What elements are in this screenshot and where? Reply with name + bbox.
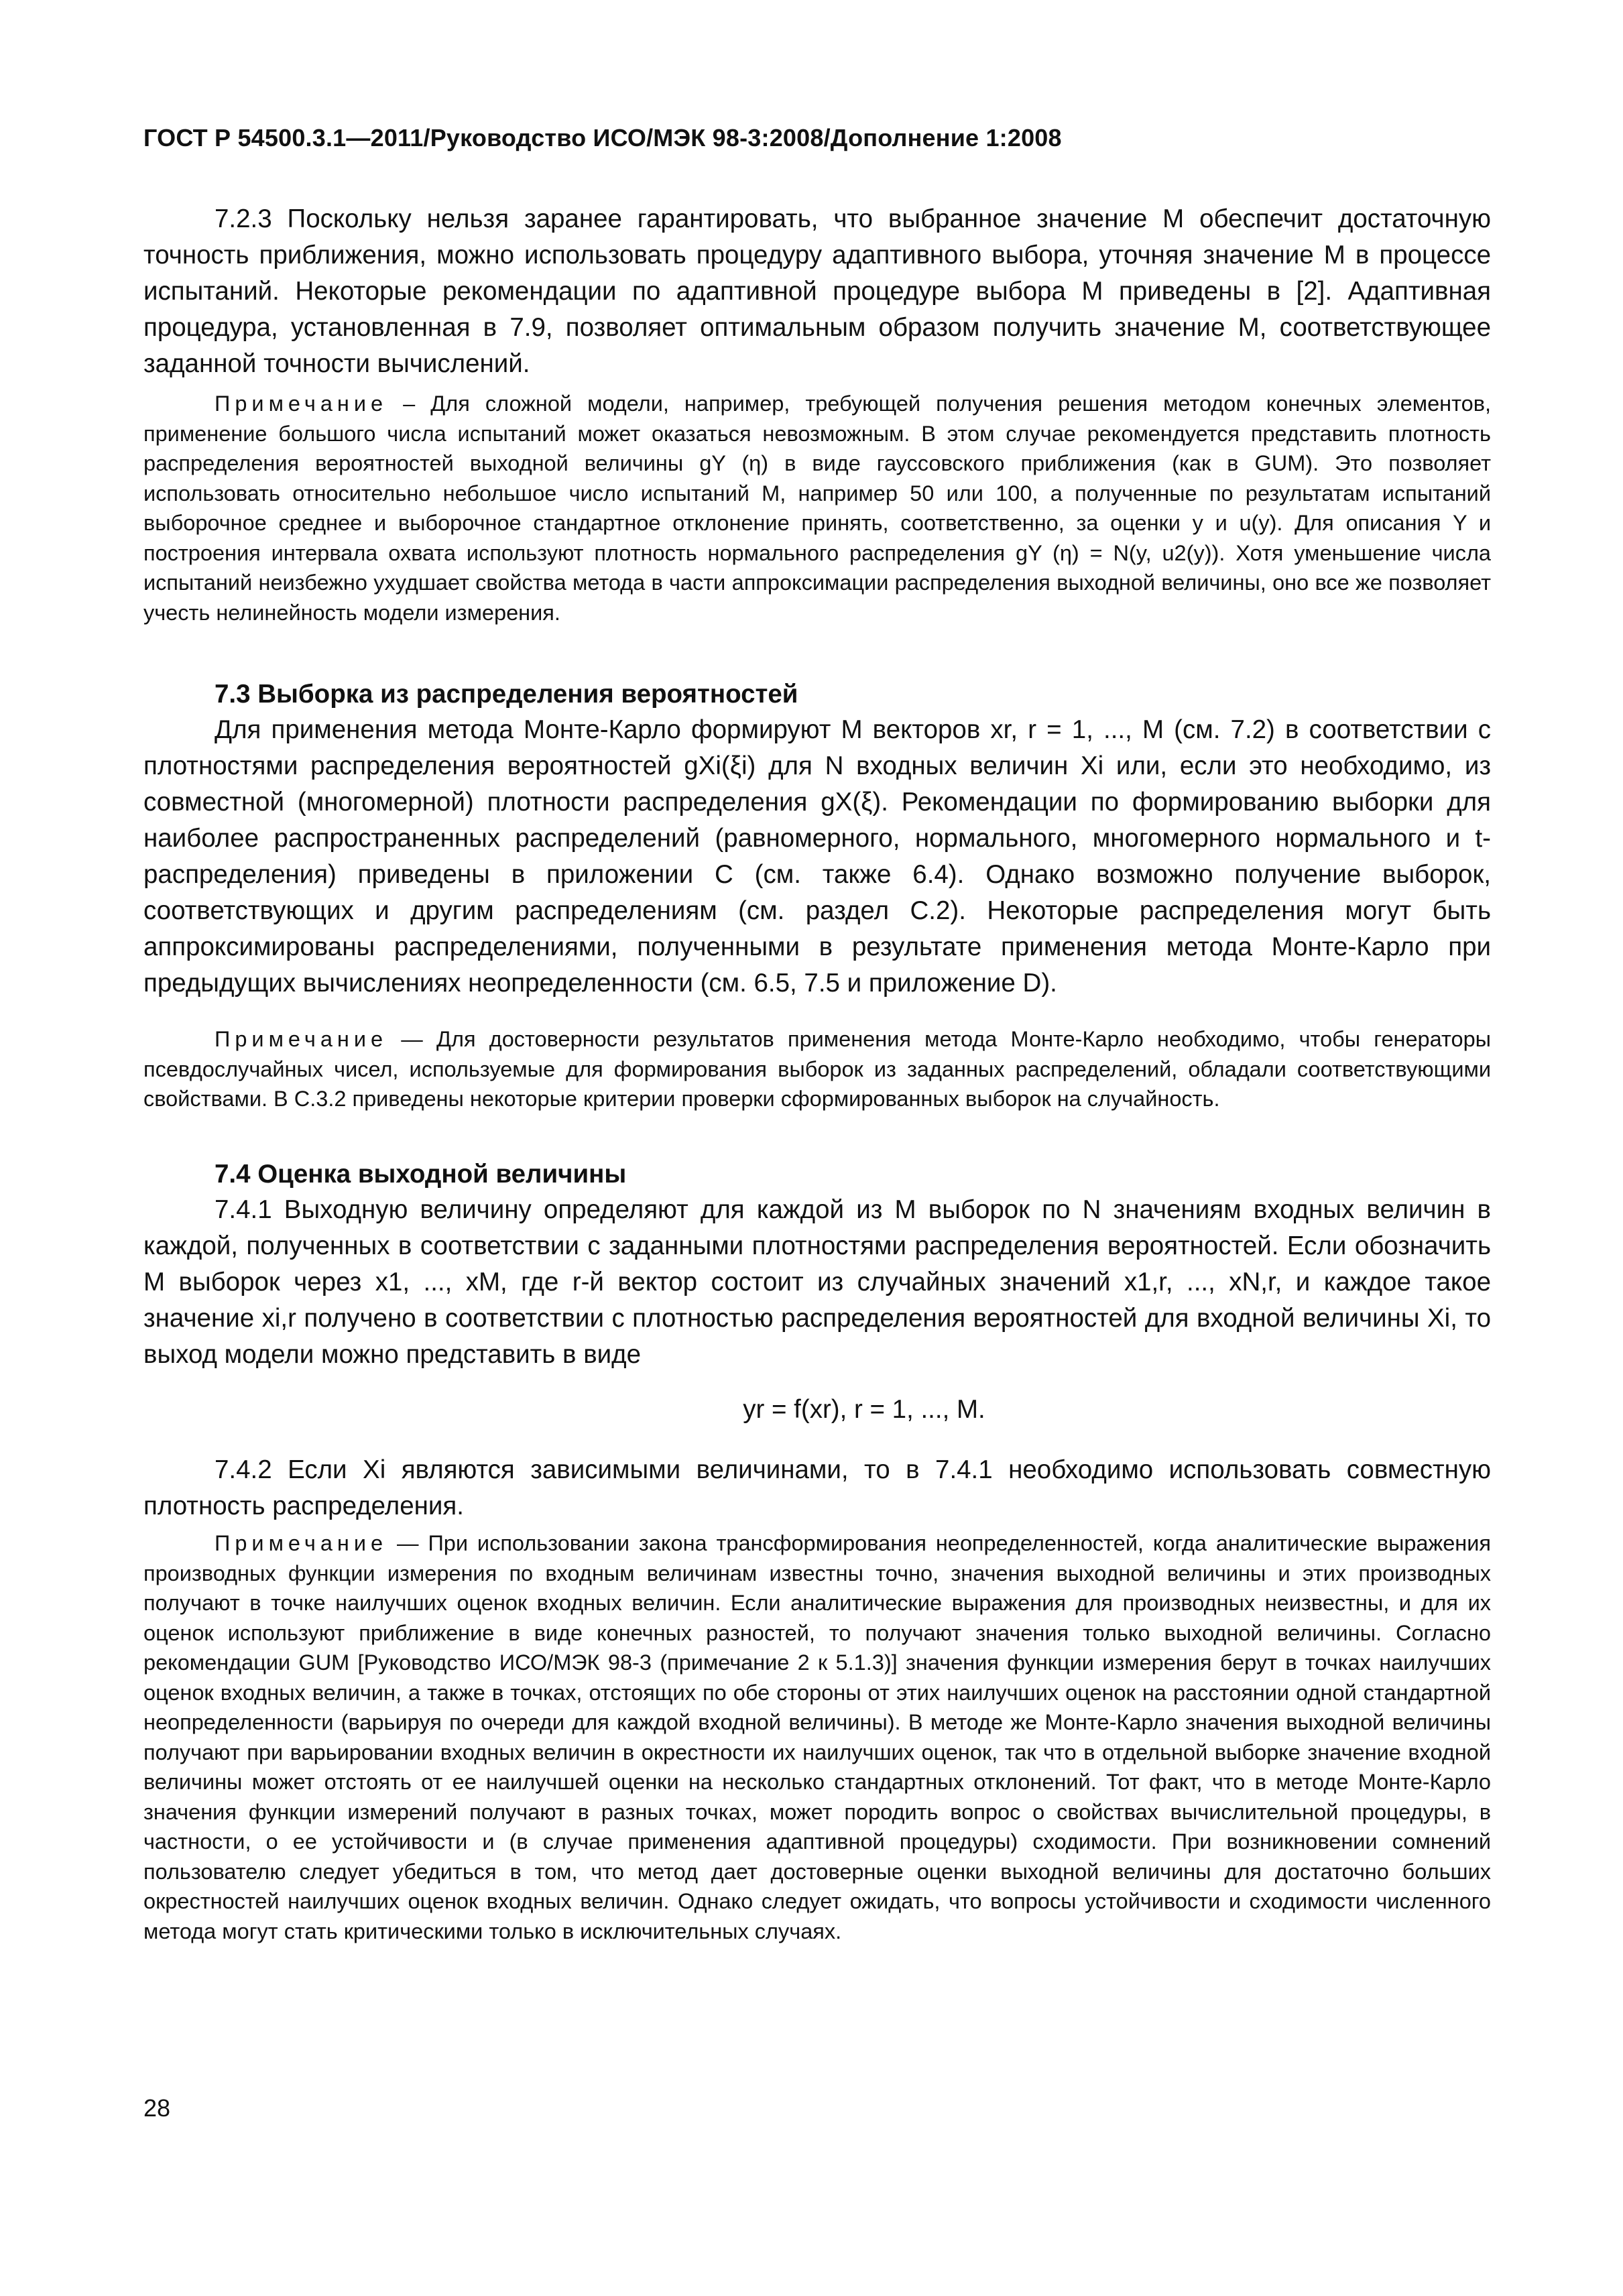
note-3 — [143, 1528, 1491, 1946]
note-text: Примечание — При использовании закона трансформирования неопределенностей, когда аналитические выражения производных функции измерения по входным величинам известны точно, значения выходной величины и этих производных получают в точке наилучших оценок входных величин. Если аналитические выражения для производных неизвестны, и для их оценок используют приближение в виде конечных разностей, то получают значения только выходной величины. Согласно рекомендации GUM [Руководство ИСО/МЭК 98-3 (примечание 2 к 5.1.3)] значения функции измерения берут в точках наилучших оценок входных величин, а также в точках, отстоящих по обе стороны от этих наилучших оценок на расстоянии одной стандартной неопределенности (варьируя по очереди для каждой входной величины). В методе же Монте-Карло значения выходной величины получают при варьировании входных величин в окрестности их наилучших оценок, так что в отдельной выборке значение входной величины может отстоять от ее наилучшей оценки на несколько стандартных отклонений. Тот факт, что в методе Монте-Карло значения функции измерений получают в разных точках, может породить вопрос о свойствах вычислительной процедуры, в частности, о ее устойчивости и (в случае применения адаптивной процедуры) сходимости. При возникновении сомнений пользователю следует убедиться в том, что метод дает достоверные оценки выходной величины для достаточно больших окрестностей наилучших оценок входных величин. Однако следует ожидать, что вопросы устойчивости и сходимости численного метода могут стать критическими только в исключительных случаях. — [143, 1531, 1492, 1943]
note-1 — [143, 389, 1491, 627]
note-body: Для достоверности результатов применения метода Монте-Карло необходимо, чтобы генераторы псевдослучайных чисел, используемые для формирования выборок из заданных распределений, обладали соответствующими свойствами. В C.3.2 приведены некоторые критерии проверки сформированных выборок на случайность. — [143, 1027, 1492, 1111]
section-heading: 7.4 Оценка выходной величины — [215, 1160, 627, 1189]
page-number: 28 — [143, 2094, 171, 2122]
note-text: Примечание — Для достоверности результатов применения метода Монте-Карло необходимо, чтобы генераторы псевдослучайных чисел, используемые для формирования выборок из заданных распределений, обладали соответствующими свойствами. В C.3.2 приведены некоторые критерии проверки сформированных выборок на случайность. — [143, 1027, 1492, 1111]
section-7-4 — [143, 1157, 1491, 1524]
paragraph-7-4-1: 7.4.1 Выходную величину определяют для каждой из M выборок по N значениям входных величин в каждой, полученных в соответствии с заданными плотностями распределения вероятностей. Если обозначить M выборок через x1, ..., xM, где r-й вектор состоит из случайных значений x1,r, ..., xN,r, и каждое такое значение xi,r получено в соответствии с плотностью распределения вероятностей для входной величины Xi, то выход модели можно представить в виде — [143, 1195, 1491, 1369]
note-text: Примечание – Для сложной модели, например, требующей получения решения методом конечных элементов, применение большого числа испытаний может оказаться невозможным. В этом случае рекомендуется представить плотность распределения вероятностей выходной величины gY (η) в виде гауссовского приближения (как в GUM). Это позволяет использовать относительно небольшое число испытаний M, например 50 или 100, а полученные по результатам испытаний выборочное среднее и выборочное стандартное отклонение принять, соответственно, за оценки y и u(y). Для описания Y и построения интервала охвата используют плотность нормального распределения gY (η) = N(y, u2(y)). Хотя уменьшение числа испытаний неизбежно ухудшает свойства метода в части аппроксимации распределения выходной величины, оно все же позволяет учесть нелинейность модели измерения. — [143, 391, 1491, 625]
note-body: Для сложной модели, например, требующей получения решения методом конечных элементов, применение большого числа испытаний может оказаться невозможным. В этом случае рекомендуется представить плотность распределения вероятностей выходной величины gY (η) в виде гауссовского приближения (как в GUM). Это позволяет использовать относительно небольшое число испытаний M, например 50 или 100, а полученные по результатам испытаний выборочное среднее и выборочное стандартное отклонение принять, соответственно, за оценки y и u(y). Для описания Y и построения интервала охвата используют плотность нормального распределения gY (η) = N(y, u2(y)). Хотя уменьшение числа испытаний неизбежно ухудшает свойства метода в части аппроксимации распределения выходной величины, оно все же позволяет учесть нелинейность модели измерения. — [143, 391, 1491, 625]
note-label: Примечание — [215, 391, 388, 416]
paragraph-7-2-3 — [143, 201, 1491, 382]
note-label: Примечание — [215, 1531, 388, 1555]
section-text: Для применения метода Монте-Карло формируют M векторов xr, r = 1, ..., M (см. 7.2) в соответствии с плотностями распределения вероятностей gXi(ξi) для N входных величин Xi или, если это необходимо, из совместной (многомерной) плотности распределения gX(ξ). Рекомендации по формированию выборки для наиболее распространенных распределений (равномерного, нормального, многомерного нормального и t-распределения) приведены в приложении C (см. также 6.4). Однако возможно получение выборок, соответствующих и другим распределениям (см. раздел C.2). Некоторые распределения могут быть аппроксимированы распределениями, полученными в результате применения метода Монте-Карло при предыдущих вычислениях неопределенности (см. 6.5, 7.5 и приложение D). — [143, 715, 1491, 998]
note-label: Примечание — [215, 1027, 388, 1051]
section-7-3 — [143, 677, 1491, 1002]
formula: yr = f(xr), r = 1, ..., M. — [743, 1395, 985, 1424]
page-header: ГОСТ Р 54500.3.1—2011/Руководство ИСО/МЭК 98-3:2008/Дополнение 1:2008 — [143, 124, 1062, 152]
note-body: При использовании закона трансформирования неопределенностей, когда аналитические выражения производных функции измерения по входным величинам известны точно, значения выходной величины и этих производных получают в точке наилучших оценок входных величин. Если аналитические выражения для производных неизвестны, и для их оценок используют приближение в виде конечных разностей, то получают значения только выходной величины. Согласно рекомендации GUM [Руководство ИСО/МЭК 98-3 (примечание 2 к 5.1.3)] значения функции измерения берут в точках наилучших оценок входных величин, а также в точках, отстоящих по обе стороны от этих наилучших оценок на расстоянии одной стандартной неопределенности (варьируя по очереди для каждой входной величины). В методе же Монте-Карло значения выходной величины получают при варьировании входных величин в окрестности их наилучших оценок, так что в отдельной выборке значение входной величины может отстоять от ее наилучшей оценки на несколько стандартных отклонений. Тот факт, что в методе Монте-Карло значения функции измерений получают в разных точках, может породить вопрос о свойствах вычислительной процедуры, в частности, о ее устойчивости и (в случае применения адаптивной процедуры) сходимости. При возникновении сомнений пользователю следует убедиться в том, что метод дает достоверные оценки выходной величины для достаточно больших окрестностей наилучших оценок входных величин. Однако следует ожидать, что вопросы устойчивости и сходимости численного метода могут стать критическими только в исключительных случаях. — [143, 1531, 1492, 1943]
section-heading: 7.3 Выборка из распределения вероятностей — [215, 680, 798, 709]
note-2 — [143, 1024, 1491, 1114]
paragraph-text: 7.2.3 Поскольку нельзя заранее гарантировать, что выбранное значение M обеспечит достаточную точность приближения, можно использовать процедуру адаптивного выбора, уточняя значение M в процессе испытаний. Некоторые рекомендации по адаптивной процедуре выбора M приведены в [2]. Адаптивная процедура, установленная в 7.9, позволяет оптимальным образом получить значение M, соответствующее заданной точности вычислений. — [143, 204, 1491, 378]
paragraph-7-4-2: 7.4.2 Если Xi являются зависимыми величинами, то в 7.4.1 необходимо использовать совместную плотность распределения. — [143, 1455, 1491, 1520]
